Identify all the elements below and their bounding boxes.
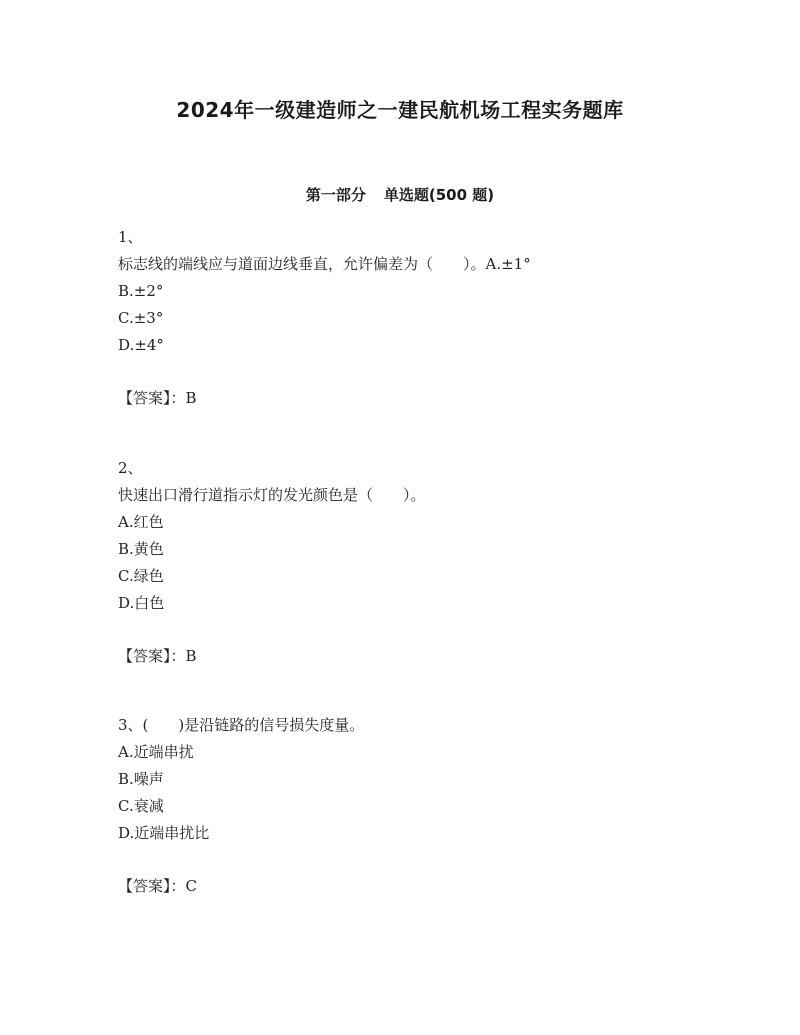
question-answer: 【答案】：C (118, 877, 197, 895)
question-option: D.白色 (118, 594, 165, 612)
question-option: A.近端串扰 (118, 743, 194, 761)
document-title: 2024年一级建造师之一建民航机场工程实务题库 (176, 98, 624, 122)
question-option: C.±3° (118, 309, 164, 327)
question-option: C.绿色 (118, 567, 164, 585)
question-number: 1、 (118, 228, 143, 246)
section-part-label: 第一部分 (305, 186, 366, 204)
question-option: D.±4° (118, 336, 164, 354)
question-option: D.近端串扰比 (118, 824, 210, 842)
question-block (118, 712, 718, 900)
question-stem: 快速出口滑行道指示灯的发光颜色是（ ）。 (118, 486, 426, 504)
question-stem (118, 712, 718, 739)
question-number: 3、 (118, 716, 143, 734)
question-option: B.黄色 (118, 540, 164, 558)
question-option: A.红色 (118, 513, 164, 531)
section-heading (0, 184, 800, 205)
question-stem: 标志线的端线应与道面边线垂直，允许偏差为（ ）。A.±1° (118, 255, 531, 273)
question-answer: 【答案】：B (118, 389, 197, 407)
question-stem-text: ( )是沿链路的信号损失度量。 (142, 716, 365, 734)
question-option: C.衰减 (118, 797, 164, 815)
section-heading-label: 单选题(500 题) (383, 186, 495, 204)
question-block (118, 224, 718, 412)
question-block (118, 455, 718, 670)
question-option: B.±2° (118, 282, 164, 300)
question-number: 2、 (118, 459, 143, 477)
question-answer: 【答案】：B (118, 647, 197, 665)
question-option: B.噪声 (118, 770, 164, 788)
